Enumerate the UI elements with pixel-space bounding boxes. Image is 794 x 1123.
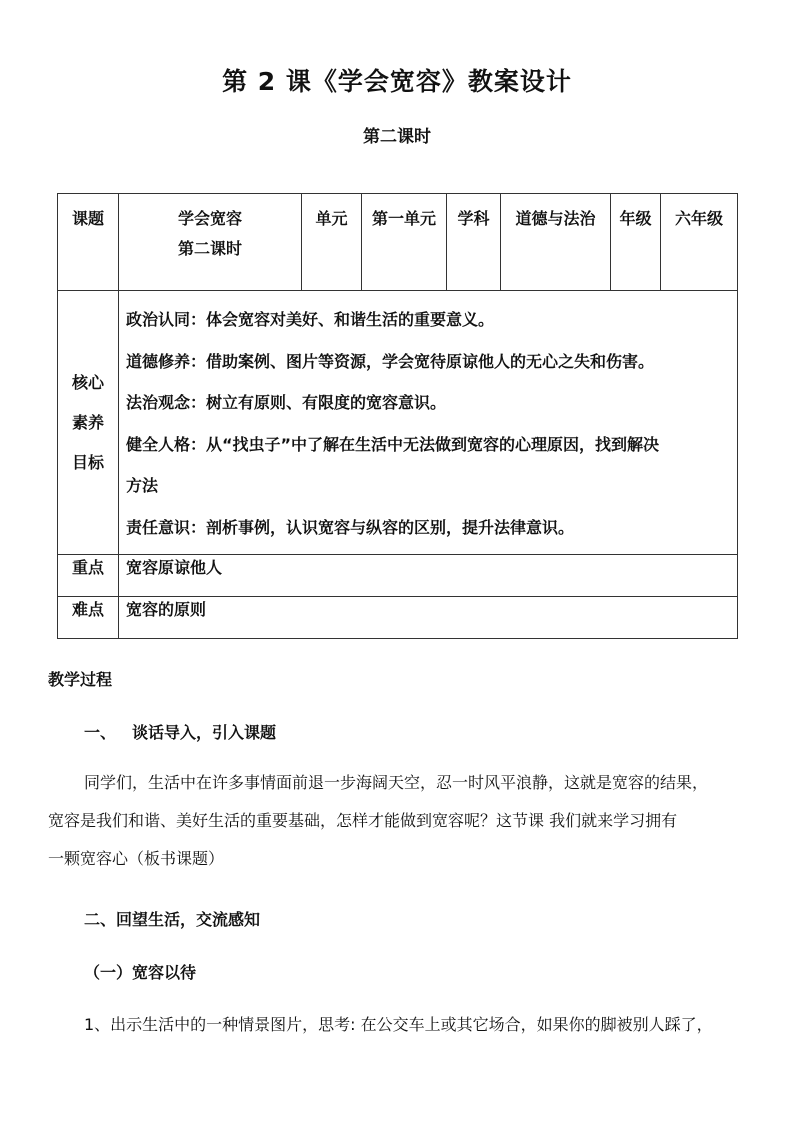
process-heading: 教学过程 (48, 670, 113, 689)
unit-value: 第一单元 (362, 194, 447, 291)
unit-label: 单元 (302, 194, 362, 291)
lesson-plan-table (57, 193, 738, 639)
document-subtitle: 第二课时 (363, 127, 431, 147)
paragraph-line: 一颗宽容心（板书课题） (48, 849, 225, 868)
key-point-value: 宽容原谅他人 (119, 555, 738, 597)
topic-line-1: 学会宽容 (177, 209, 242, 228)
difficulty-label: 难点 (58, 597, 119, 639)
topic-label: 课题 (58, 194, 119, 291)
goals-label-line-1: 核心 (71, 372, 104, 392)
subject-value: 道德与法治 (501, 194, 611, 291)
subsection-1-title: （一）宽容以待 (84, 963, 197, 982)
goals-row (58, 291, 738, 555)
grade-value: 六年级 (661, 194, 738, 291)
paragraph-line: 宽容是我们和谐、美好生活的重要基础，怎样才能做到宽容呢？这节课 我们就来学习拥有 (48, 811, 678, 830)
key-point-label: 重点 (58, 555, 119, 597)
difficulty-row (58, 597, 738, 639)
goals-label-line-3: 目标 (71, 452, 104, 472)
section-1-title: 谈话导入，引入课题 (132, 723, 277, 742)
item-1-text: 1、出示生活中的一种情景图片，思考: 在公交车上或其它场合，如果你的脚被别人踩了， (84, 1015, 713, 1034)
goals-label (58, 291, 119, 555)
goal-item: 方法 (126, 476, 159, 495)
goals-label-line-2: 素养 (71, 412, 104, 432)
goal-item: 责任意识：剖析事例，认识宽容与纵容的区别，提升法律意识。 (126, 517, 575, 537)
section-1-number: 一、 (84, 723, 117, 742)
goals-list (119, 291, 738, 555)
section-2-title: 二、回望生活，交流感知 (84, 910, 261, 929)
topic-line-2: 第二课时 (177, 239, 242, 258)
paragraph-line: 同学们，生活中在许多事情面前退一步海阔天空，忍一时风平浪静，这就是宽容的结果， (84, 773, 709, 792)
table-header-row (58, 194, 738, 291)
goal-item: 法治观念：树立有原则、有限度的宽容意识。 (126, 393, 447, 412)
goal-item: 健全人格：从“找虫子”中了解在生活中无法做到宽容的心理原因，找到解决 (126, 434, 660, 454)
section-1-paragraph (48, 764, 748, 878)
topic-value (119, 194, 302, 291)
document-title: 第 2 课《学会宽容》教案设计 (222, 67, 572, 96)
grade-label: 年级 (611, 194, 661, 291)
difficulty-value: 宽容的原则 (119, 597, 738, 639)
goal-item: 政治认同：体会宽容对美好、和谐生活的重要意义。 (126, 310, 495, 329)
subject-label: 学科 (447, 194, 501, 291)
key-point-row (58, 555, 738, 597)
goal-item: 道德修养：借助案例、图片等资源，学会宽待原谅他人的无心之失和伤害。 (126, 351, 655, 371)
